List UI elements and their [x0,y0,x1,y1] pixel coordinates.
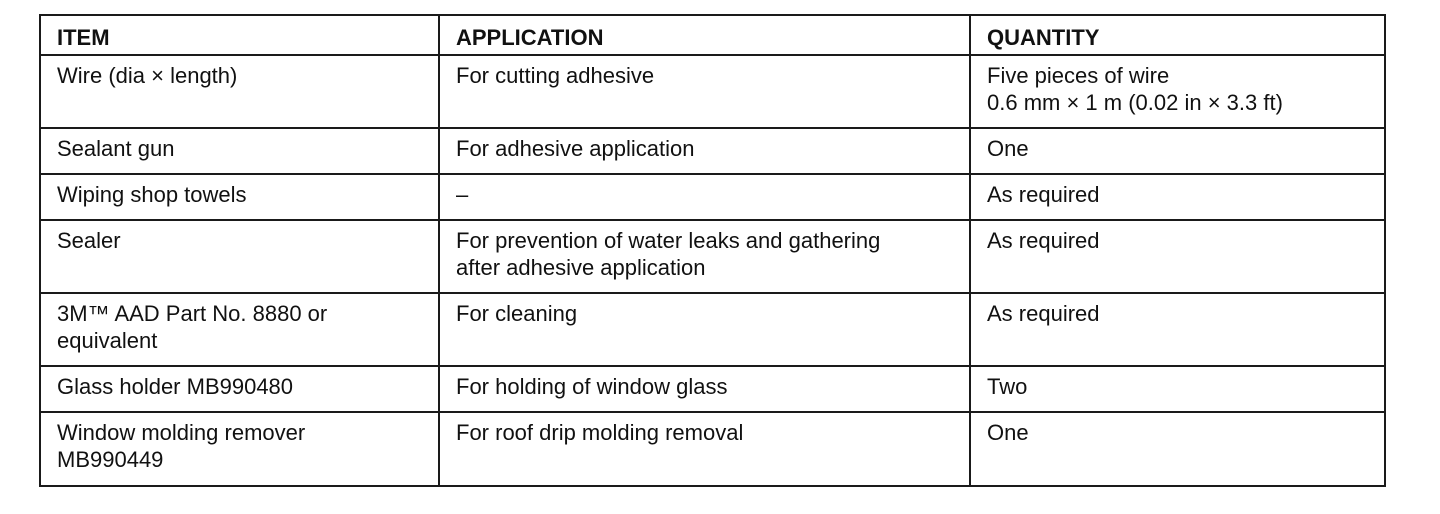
application-cell [439,174,970,220]
item-text: Sealer [57,228,121,253]
application-text: For cutting adhesive [456,63,655,88]
application-text: – [456,182,469,207]
quantity-cell [970,174,1385,220]
tools-table [39,14,1386,487]
quantity-cell [970,220,1385,293]
item-text: 3M™ AAD Part No. 8880 or [57,301,328,326]
quantity-text: One [987,136,1029,161]
item-cell [40,220,439,293]
table-row [40,220,1385,293]
item-text: Wiping shop towels [57,182,247,207]
item-text: Glass holder MB990480 [57,374,294,399]
header-quantity: QUANTITY [970,15,1385,55]
application-text: For prevention of water leaks and gathering [456,228,881,253]
table-row [40,293,1385,366]
item-text: Window molding remover [57,420,306,445]
item-cell [40,55,439,128]
application-cell [439,412,970,486]
quantity-text: As required [987,301,1100,326]
item-cell [40,128,439,174]
application-cell [439,293,970,366]
quantity-text: As required [987,228,1100,253]
item-cell [40,174,439,220]
quantity-text: Two [987,374,1028,399]
header-item: ITEM [40,15,439,55]
quantity-cell [970,293,1385,366]
table-row [40,55,1385,128]
application-text: For cleaning [456,301,578,326]
quantity-text: 0.6 mm × 1 m (0.02 in × 3.3 ft) [987,90,1283,115]
quantity-text: Five pieces of wire [987,63,1170,88]
item-text: MB990449 [57,447,164,472]
item-text: equivalent [57,328,158,353]
item-text: Wire (dia × length) [57,63,238,88]
quantity-cell [970,366,1385,412]
item-cell [40,293,439,366]
quantity-cell [970,55,1385,128]
quantity-text: As required [987,182,1100,207]
table-row [40,174,1385,220]
application-cell [439,128,970,174]
item-cell [40,412,439,486]
table-row [40,128,1385,174]
application-text: after adhesive application [456,255,706,280]
header-row [40,15,1385,55]
quantity-text: One [987,420,1029,445]
header-application: APPLICATION [439,15,970,55]
quantity-cell [970,128,1385,174]
application-cell [439,366,970,412]
application-cell [439,220,970,293]
item-text: Sealant gun [57,136,175,161]
application-text: For holding of window glass [456,374,728,399]
application-text: For adhesive application [456,136,695,161]
table-row [40,412,1385,486]
application-text: For roof drip molding removal [456,420,744,445]
item-cell [40,366,439,412]
table-row [40,366,1385,412]
application-cell [439,55,970,128]
quantity-cell [970,412,1385,486]
